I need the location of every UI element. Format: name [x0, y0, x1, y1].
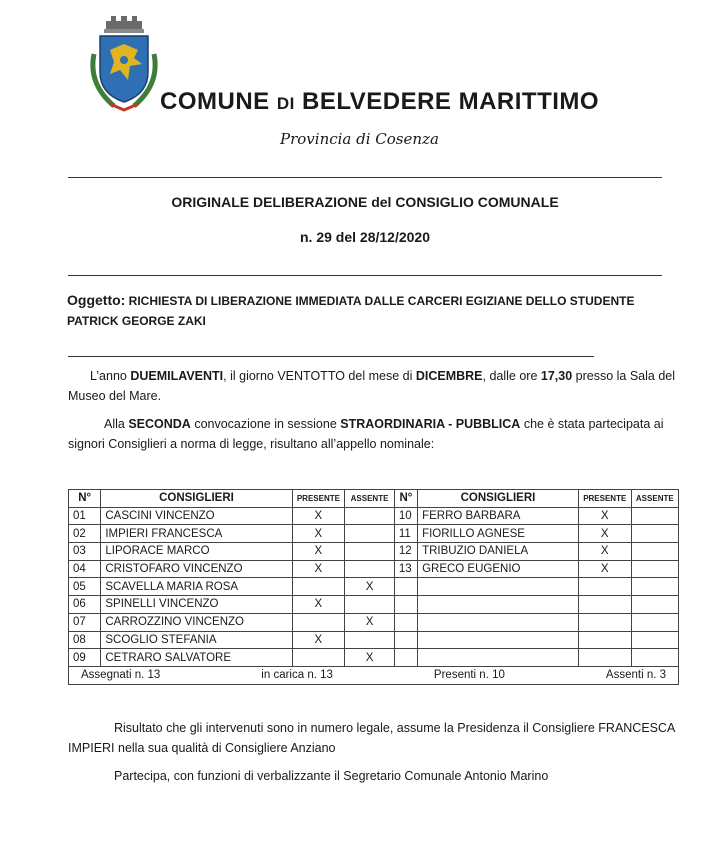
table-row [69, 507, 679, 525]
summary-present: Presenti n. 10 [433, 669, 505, 682]
subject-text: RICHIESTA DI LIBERAZIONE IMMEDIATA DALLE CARCERI EGIZIANE DELLO STUDENTE PATRICK GEORGE ZAKI [67, 294, 635, 328]
table-row [69, 578, 679, 596]
row-number [394, 631, 417, 649]
row-number [394, 578, 417, 596]
subject-block [67, 290, 677, 331]
intro-text: , dalle ore [482, 369, 541, 383]
header-absent: ASSENTE [345, 490, 395, 508]
table-row [69, 560, 679, 578]
councillor-name: CRISTOFARO VINCENZO [101, 560, 292, 578]
councillor-name: FERRO BARBARA [418, 507, 579, 525]
councillor-name [418, 631, 579, 649]
intro-year: DUEMILAVENTI [130, 369, 224, 383]
present-mark [578, 578, 631, 596]
intro-paragraph-2 [68, 414, 676, 454]
table-row [69, 525, 679, 543]
header-number: N° [394, 490, 417, 508]
absent-mark: X [345, 613, 395, 631]
intro-text: Alla [104, 417, 129, 431]
absent-mark [631, 631, 678, 649]
councillor-name [418, 613, 579, 631]
absent-mark [631, 578, 678, 596]
divider [68, 356, 594, 357]
absent-mark [345, 543, 395, 561]
intro-month: DICEMBRE [415, 369, 483, 383]
present-mark: X [578, 560, 631, 578]
absent-mark [345, 560, 395, 578]
row-number: 09 [69, 649, 101, 667]
absent-mark [345, 525, 395, 543]
row-number: 11 [394, 525, 417, 543]
subject-label: Oggetto: [67, 292, 126, 308]
attendance-table [68, 489, 679, 685]
municipality-name: BELVEDERE MARITTIMO [302, 88, 600, 115]
councillor-name: SCOGLIO STEFANIA [101, 631, 292, 649]
councillor-name: CASCINI VINCENZO [101, 507, 292, 525]
summary-cell [69, 666, 679, 684]
summary-in-office: in carica n. 13 [261, 669, 333, 682]
divider [68, 275, 662, 276]
row-number: 06 [69, 596, 101, 614]
municipality-di: DI [276, 94, 295, 113]
row-number [394, 613, 417, 631]
row-number: 13 [394, 560, 417, 578]
present-mark [292, 613, 345, 631]
divider [68, 177, 662, 178]
header-present: PRESENTE [292, 490, 345, 508]
row-number [394, 649, 417, 667]
present-mark: X [292, 631, 345, 649]
row-number: 04 [69, 560, 101, 578]
header-present: PRESENTE [578, 490, 631, 508]
intro-paragraph-1 [68, 366, 676, 406]
row-number: 03 [69, 543, 101, 561]
intro-text: L’anno [90, 369, 131, 383]
intro-text: che è stata partecipata ai signori Consiglieri a norma di legge, risultano all’appello nominale: [68, 417, 664, 451]
row-number: 01 [69, 507, 101, 525]
absent-mark [631, 649, 678, 667]
present-mark: X [292, 543, 345, 561]
absent-mark [345, 596, 395, 614]
councillor-name: GRECO EUGENIO [418, 560, 579, 578]
closing-paragraph-1: Risultato che gli intervenuti sono in numero legale, assume la Presidenza il Consigliere FRANCESCA IMPIERI nella sua qualità di Consigliere Anziano [68, 721, 675, 755]
intro-text: , il giorno VENTOTTO del mese di [223, 369, 416, 383]
table-header-row [69, 490, 679, 508]
councillor-name [418, 578, 579, 596]
present-mark: X [578, 507, 631, 525]
row-number: 12 [394, 543, 417, 561]
councillor-name [418, 649, 579, 667]
row-number [394, 596, 417, 614]
table-row [69, 649, 679, 667]
councillor-name: TRIBUZIO DANIELA [418, 543, 579, 561]
councillor-name: FIORILLO AGNESE [418, 525, 579, 543]
table-row [69, 596, 679, 614]
councillor-name: LIPORACE MARCO [101, 543, 292, 561]
header-number: N° [69, 490, 101, 508]
table-row [69, 613, 679, 631]
province-label: Provincia di Cosenza [280, 130, 439, 148]
present-mark: X [292, 507, 345, 525]
absent-mark: X [345, 649, 395, 667]
absent-mark [631, 613, 678, 631]
present-mark: X [578, 525, 631, 543]
row-number: 08 [69, 631, 101, 649]
absent-mark [631, 596, 678, 614]
present-mark [578, 631, 631, 649]
present-mark [578, 596, 631, 614]
intro-text: presso la Sala del Museo del Mare. [68, 369, 675, 403]
header-councillors: CONSIGLIERI [101, 490, 292, 508]
document-title: ORIGINALE DELIBERAZIONE del CONSIGLIO COMUNALE [171, 194, 559, 210]
councillor-name [418, 596, 579, 614]
row-number: 07 [69, 613, 101, 631]
row-number: 05 [69, 578, 101, 596]
convocation-number: SECONDA [128, 417, 191, 431]
absent-mark [631, 543, 678, 561]
councillor-name: SCAVELLA MARIA ROSA [101, 578, 292, 596]
intro-text: convocazione in sessione [190, 417, 341, 431]
row-number: 10 [394, 507, 417, 525]
present-mark [292, 649, 345, 667]
present-mark: X [292, 560, 345, 578]
present-mark: X [292, 596, 345, 614]
absent-mark [631, 560, 678, 578]
intro-time: 17,30 [540, 369, 573, 383]
document-number: n. 29 del 28/12/2020 [300, 229, 430, 245]
councillor-name: SPINELLI VINCENZO [101, 596, 292, 614]
absent-mark: X [345, 578, 395, 596]
summary-assigned: Assegnati n. 13 [81, 669, 161, 682]
present-mark [578, 613, 631, 631]
session-type: STRAORDINARIA - PUBBLICA [340, 417, 521, 431]
absent-mark [631, 507, 678, 525]
closing-paragraph-2: Partecipa, con funzioni di verbalizzante il Segretario Comunale Antonio Marino [114, 769, 549, 783]
municipality-title [160, 88, 599, 116]
table-row [69, 543, 679, 561]
header-absent: ASSENTE [631, 490, 678, 508]
present-mark [292, 578, 345, 596]
absent-mark [631, 525, 678, 543]
absent-mark [345, 507, 395, 525]
absent-mark [345, 631, 395, 649]
present-mark: X [578, 543, 631, 561]
councillor-name: CARROZZINO VINCENZO [101, 613, 292, 631]
municipal-crest [84, 14, 164, 114]
table-row [69, 631, 679, 649]
present-mark [578, 649, 631, 667]
present-mark: X [292, 525, 345, 543]
municipality-main: COMUNE [160, 88, 270, 115]
row-number: 02 [69, 525, 101, 543]
header-councillors: CONSIGLIERI [418, 490, 579, 508]
councillor-name: IMPIERI FRANCESCA [101, 525, 292, 543]
summary-absent: Assenti n. 3 [605, 669, 666, 682]
summary-row [69, 666, 679, 684]
councillor-name: CETRARO SALVATORE [101, 649, 292, 667]
